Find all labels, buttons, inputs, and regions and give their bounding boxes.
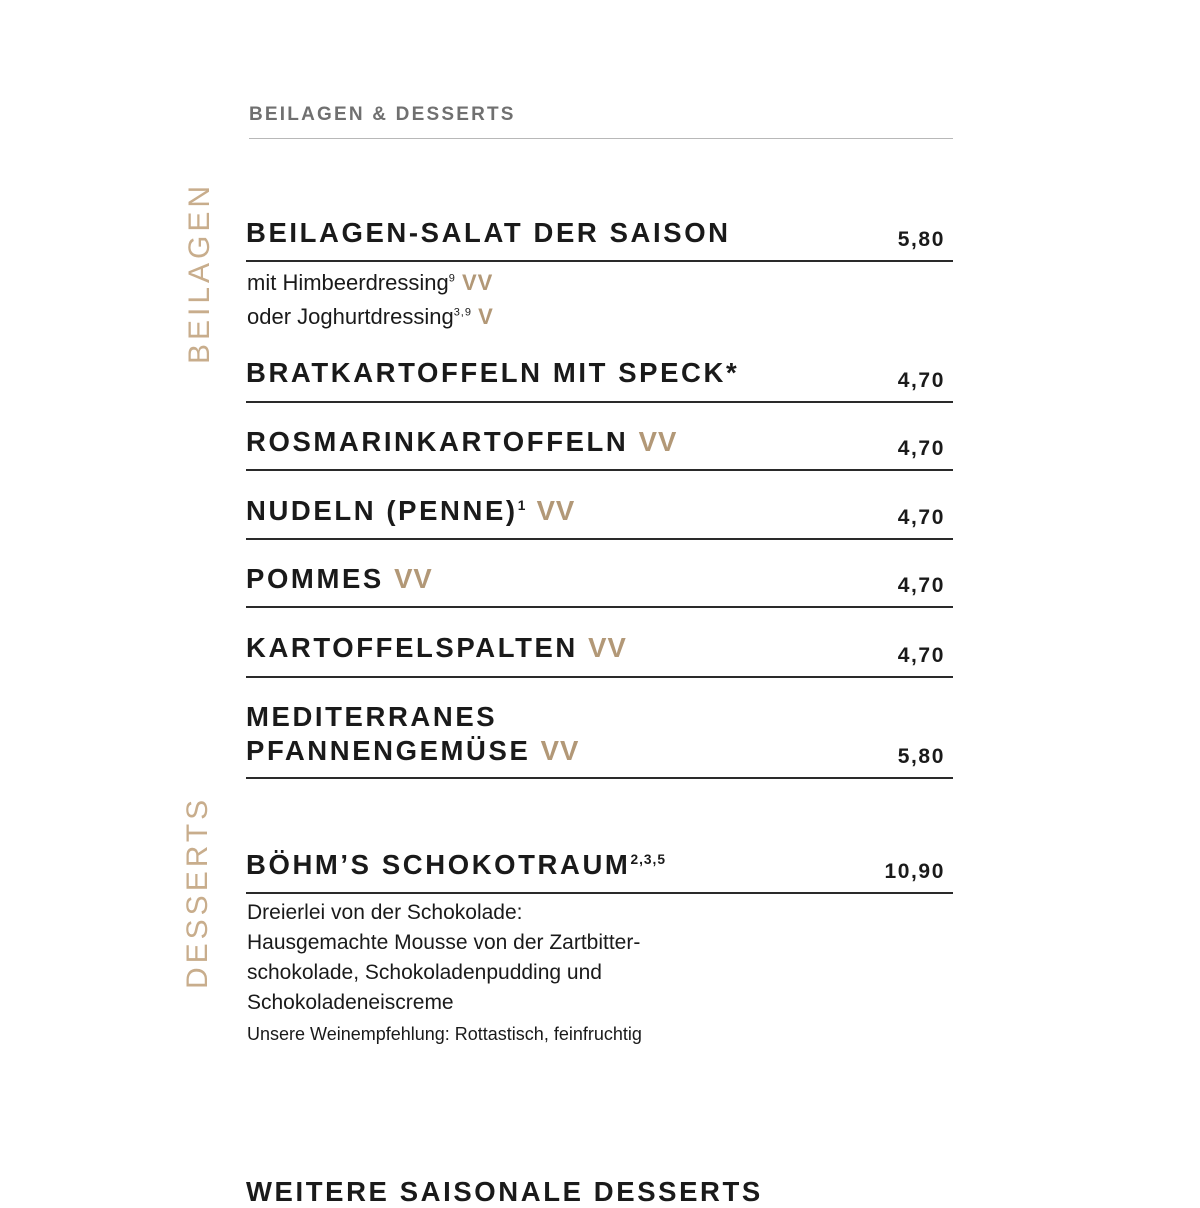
item-price: 5,80 xyxy=(897,745,945,768)
more-desserts-heading: WEITERE SAISONALE DESSERTS xyxy=(246,1176,763,1207)
vegan-mark: VV xyxy=(588,632,627,663)
item-name: POMMES xyxy=(246,563,384,594)
wine-recommendation: Unsere Weinempfehlung: Rottastisch, feinfruchtig xyxy=(247,1024,642,1044)
item-name-line1: MEDITERRANES xyxy=(246,701,498,732)
salad-option-2 xyxy=(247,300,494,334)
desserts-side-label: DESSERTS xyxy=(181,795,214,989)
dessert-description-line: schokolade, Schokoladenpudding und xyxy=(247,961,602,984)
item-price: 5,80 xyxy=(897,228,945,251)
item-price: 4,70 xyxy=(897,369,945,392)
allergen-note: 9 xyxy=(448,272,456,285)
menu-item xyxy=(246,700,953,779)
item-name: BÖHM’S SCHOKOTRAUM xyxy=(246,849,631,880)
item-name: ROSMARINKARTOFFELN xyxy=(246,426,629,457)
vegan-mark: VV xyxy=(540,735,580,766)
header-divider xyxy=(249,138,953,139)
menu-item xyxy=(246,356,953,403)
dessert-item xyxy=(246,848,953,894)
item-price: 4,70 xyxy=(897,437,945,460)
item-name: NUDELN (PENNE) xyxy=(246,495,518,526)
dessert-description-line: Hausgemachte Mousse von der Zartbitter- xyxy=(247,931,641,954)
item-price: 4,70 xyxy=(897,644,945,667)
dessert-description-line: Dreierlei von der Schokolade: xyxy=(247,901,523,924)
salad-option-1 xyxy=(247,266,493,300)
item-price: 4,70 xyxy=(897,574,945,597)
vegan-mark: VV xyxy=(394,563,433,594)
allergen-note: 2,3,5 xyxy=(630,851,667,867)
item-name: BEILAGEN-SALAT DER SAISON xyxy=(246,217,731,248)
beilagen-side-label: BEILAGEN xyxy=(183,181,216,364)
vegan-mark: VV xyxy=(536,495,576,526)
vegan-mark: VV xyxy=(461,270,494,295)
section-header: BEILAGEN & DESSERTS xyxy=(249,104,516,125)
menu-item xyxy=(246,494,953,540)
dessert-description-line: Schokoladeneiscreme xyxy=(247,991,454,1014)
menu-item xyxy=(246,562,953,608)
option-text: mit Himbeerdressing xyxy=(247,270,449,295)
item-price: 10,90 xyxy=(884,860,945,883)
item-name: BRATKARTOFFELN MIT SPECK* xyxy=(246,357,740,388)
menu-item xyxy=(246,631,953,678)
allergen-note: 3,9 xyxy=(453,306,472,319)
vegetarian-mark: V xyxy=(478,304,494,329)
vegan-mark: VV xyxy=(638,426,678,457)
option-text: oder Joghurtdressing xyxy=(247,304,454,329)
item-name: KARTOFFELSPALTEN xyxy=(246,632,578,663)
menu-item xyxy=(246,425,953,471)
item-name-line2: PFANNENGEMÜSE xyxy=(246,735,531,766)
menu-item xyxy=(246,216,953,262)
item-price: 4,70 xyxy=(897,506,945,529)
allergen-note: 1 xyxy=(517,497,527,513)
